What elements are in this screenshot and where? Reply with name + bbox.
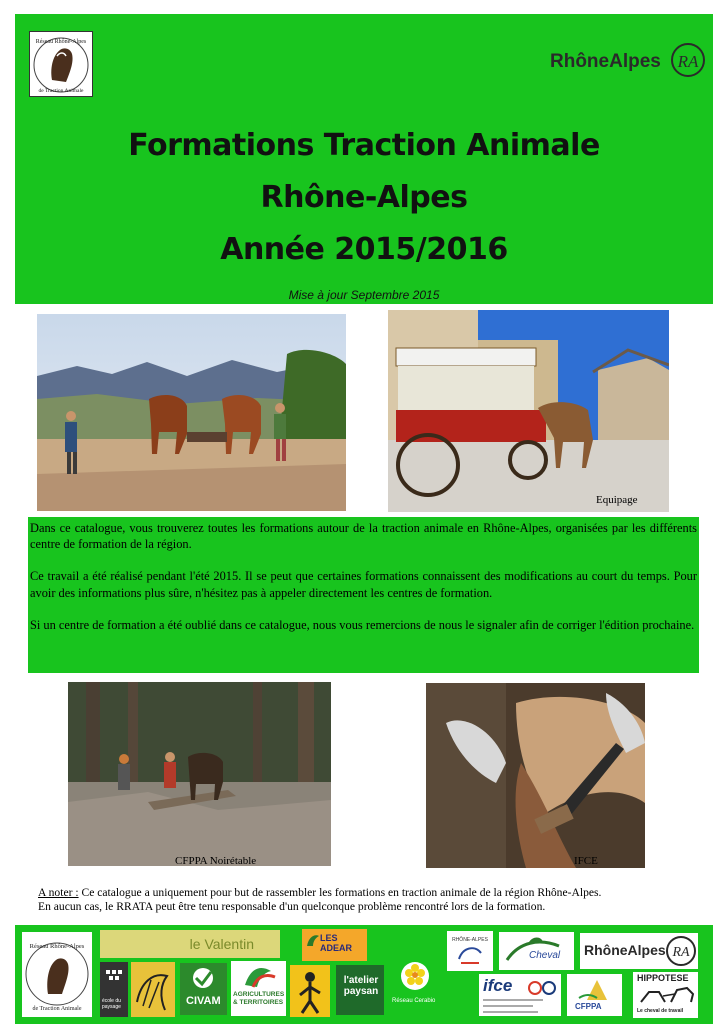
footer-hippotese-logo: HIPPOTESE Le cheval de travail (633, 972, 698, 1018)
svg-text:RhôneAlpes: RhôneAlpes (550, 51, 661, 72)
footer-horse-drawing-logo (131, 962, 175, 1017)
footer-cerabio-logo: Réseau Cerabio (390, 958, 440, 1014)
svg-text:RA: RA (677, 52, 699, 71)
photo-horse-ploughing (37, 314, 346, 511)
svg-text:Réseau Rhône-Alpes: Réseau Rhône-Alpes (29, 943, 85, 950)
note-label: A noter : (38, 886, 79, 899)
page-title-line-1: Formations Traction Animale (128, 128, 600, 163)
footer-civam-logo: CIVAM (180, 963, 227, 1015)
svg-text:RHÔNE-ALPES: RHÔNE-ALPES (452, 937, 488, 943)
intro-text-box (28, 517, 699, 673)
carriage-caption: Equipage (596, 494, 638, 506)
intro-paragraph-1: Dans ce catalogue, vous trouverez toutes les formations autour de la traction animale en Rhône-Alpes, organisées par les différents centre de formation de la région. (30, 521, 697, 552)
svg-text:de Traction Animale: de Traction Animale (38, 88, 84, 94)
rrata-logo (29, 31, 93, 97)
region-rhone-alpes-logo (550, 40, 705, 80)
photo-farrier-hoof (426, 683, 645, 868)
page-title-line-3: Année 2015/2016 (220, 232, 508, 267)
disclaimer-note (38, 886, 698, 914)
footer-person-logo (290, 965, 330, 1017)
photo-horse-carriage (388, 310, 669, 512)
svg-text:de Traction Animale: de Traction Animale (32, 1006, 82, 1012)
footer-rrata-logo (22, 932, 92, 1017)
forest-caption: CFPPA Noirétable (175, 855, 257, 867)
footer-valentin-logo: le Valentin (100, 930, 280, 958)
note-line-2: En aucun cas, le RRATA peut être tenu responsable d'un quelconque problème rencontré lors de la formation. (38, 900, 546, 913)
footer-agricultures-territoires-logo: AGRICULTURES & TERRITOIRES (231, 961, 286, 1016)
footer-atelier-paysan-logo: l'atelier paysan (336, 965, 384, 1015)
page-title-line-2: Rhône-Alpes (260, 180, 468, 215)
footer-ifce-logo: ifce (479, 974, 561, 1016)
footer-adear-logo: LES ADEAR (302, 929, 367, 961)
rrata-horse-icon (30, 32, 92, 96)
svg-text:Réseau Rhône-Alpes: Réseau Rhône-Alpes (35, 39, 87, 45)
footer-cheval-logo: Cheval (499, 932, 574, 970)
update-date: Mise à jour Septembre 2015 (288, 288, 440, 302)
intro-paragraph-2: Ce travail a été réalisé pendant l'été 2015. Il se peut que certaines formations connaissent des modifications au court du temps. Pour avoir des informations plus sûre, n'hésitez pas à appeler directement les centres de formation. (30, 569, 697, 600)
footer-ecole-paysage-logo: école du paysage (100, 962, 128, 1017)
footer-cfppa-logo: CFPPA (567, 974, 622, 1016)
svg-text:RA: RA (672, 945, 690, 960)
footer-region-logo: RhôneAlpes RA (580, 933, 698, 969)
note-line-1: Ce catalogue a uniquement pour but de rassembler les formations en traction animale de la région Rhône-Alpes. (78, 886, 602, 899)
photo-forest-logging (68, 682, 331, 866)
farrier-caption: IFCE (574, 855, 598, 867)
footer-federation-logo (447, 931, 493, 971)
intro-paragraph-3: Si un centre de formation a été oublié dans ce catalogue, nous vous remercions de nous le signaler afin de corriger l'édition prochaine. (30, 617, 695, 632)
